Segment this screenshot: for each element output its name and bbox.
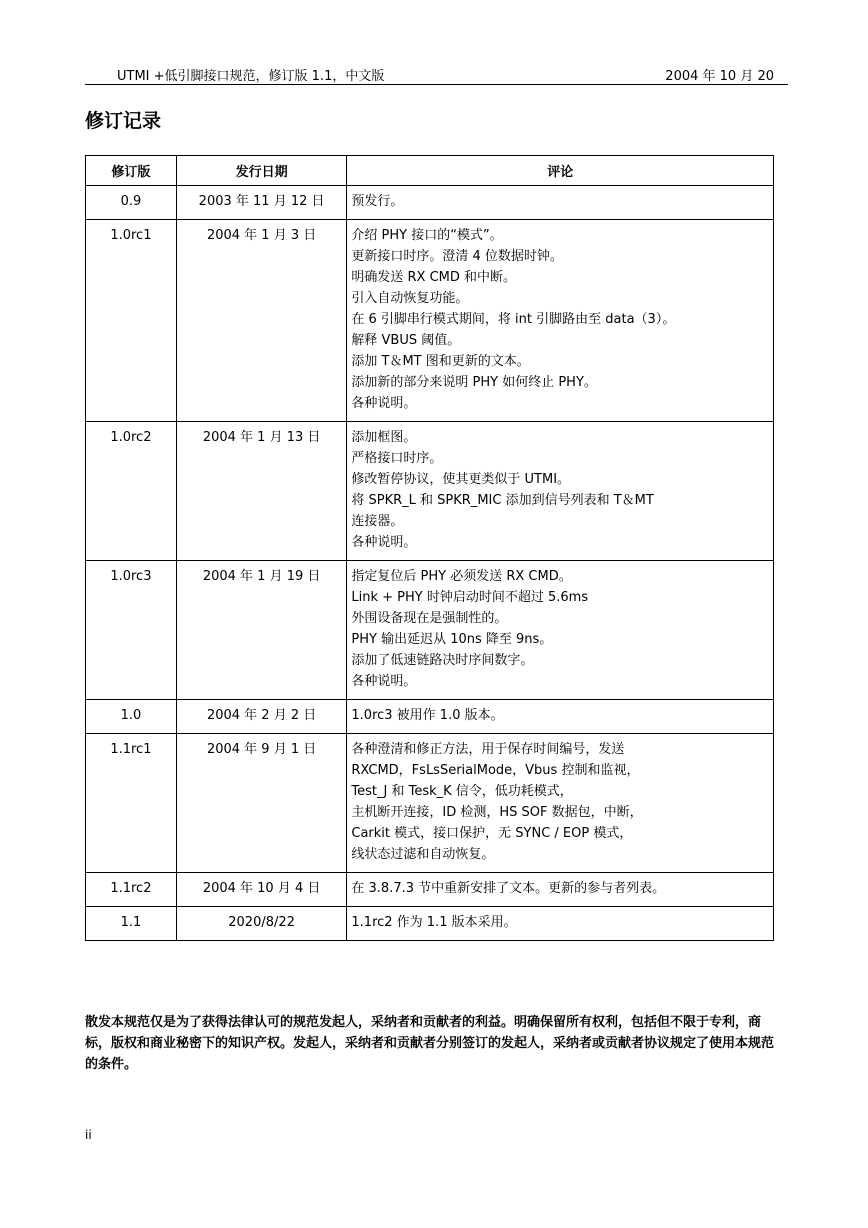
table-body (86, 186, 774, 941)
revision-cell: 1.0 (86, 700, 177, 734)
revision-cell: 1.1rc2 (86, 873, 177, 907)
comment-line: 1.1rc2 作为 1.1 版本采用。 (351, 915, 517, 930)
comment-line: 1.0rc3 被用作 1.0 版本。 (351, 708, 504, 723)
comment-line: 引入自动恢复功能。 (351, 291, 469, 306)
table-row (86, 220, 774, 422)
comment-line: 各种说明。 (351, 396, 417, 411)
page-title: 修订记录 (85, 110, 162, 132)
date-cell: 2004 年 1 月 19 日 (176, 561, 347, 700)
column-header-date: 发行日期 (176, 156, 347, 186)
comment-line: 更新接口时序。澄清 4 位数据时钟。 (351, 249, 563, 264)
comment-line: 各种澄清和修正方法，用于保存时间编号，发送 (351, 742, 625, 757)
comment-line: Link + PHY 时钟启动时间不超过 5.6ms (351, 590, 589, 605)
column-header-revision: 修订版 (86, 156, 177, 186)
comment-cell (347, 907, 774, 941)
comment-line: 介绍 PHY 接口的“模式”。 (351, 228, 503, 243)
table-row (86, 422, 774, 561)
comment-line: 指定复位后 PHY 必须发送 RX CMD。 (351, 569, 572, 584)
table-row (86, 700, 774, 734)
comment-line: 添加 T＆MT 图和更新的文本。 (351, 354, 530, 369)
table-row (86, 561, 774, 700)
distribution-notice: 散发本规范仅是为了获得法律认可的规范发起人，采纳者和贡献者的利益。明确保留所有权利，包括但不限于专利，商标，版权和商业秘密下的知识产权。发起人，采纳者和贡献者分别签订的发起人，采纳者或贡献者协议规定了使用本规范的条件。 (85, 1015, 775, 1072)
comment-line: 各种说明。 (351, 674, 417, 689)
table-row (86, 186, 774, 220)
comment-cell (347, 186, 774, 220)
table-row (86, 873, 774, 907)
comment-line: 各种说明。 (351, 535, 417, 550)
header-document-title: UTMI +低引脚接口规范，修订版 1.1，中文版 (117, 69, 385, 84)
comment-line: 外围设备现在是强制性的。 (351, 611, 508, 626)
comment-line: 添加了低速链路决时序间数字。 (351, 653, 534, 668)
comment-line: 添加新的部分来说明 PHY 如何终止 PHY。 (351, 375, 597, 390)
revision-cell: 1.0rc2 (86, 422, 177, 561)
comment-cell (347, 422, 774, 561)
table-header-row (86, 156, 774, 186)
comment-line: 修改暂停协议，使其更类似于 UTMI。 (351, 472, 571, 487)
date-cell: 2020/8/22 (176, 907, 347, 941)
comment-line: 线状态过滤和自动恢复。 (351, 847, 495, 862)
page-number: ii (85, 1128, 92, 1142)
comment-line: PHY 输出延迟从 10ns 降至 9ns。 (351, 632, 553, 647)
date-cell: 2004 年 2 月 2 日 (176, 700, 347, 734)
date-cell: 2004 年 10 月 4 日 (176, 873, 347, 907)
revision-history-table (85, 155, 774, 941)
comment-line: 连接器。 (351, 514, 404, 529)
comment-line: 将 SPKR_L 和 SPKR_MIC 添加到信号列表和 T＆MT (351, 493, 654, 508)
comment-line: 预发行。 (351, 194, 404, 209)
comment-line: Carkit 模式，接口保护，无 SYNC / EOP 模式， (351, 826, 633, 841)
revision-cell: 1.1rc1 (86, 734, 177, 873)
revision-cell: 1.1 (86, 907, 177, 941)
revision-cell: 1.0rc1 (86, 220, 177, 422)
comment-cell (347, 561, 774, 700)
comment-cell (347, 700, 774, 734)
date-cell: 2003 年 11 月 12 日 (176, 186, 347, 220)
date-cell: 2004 年 1 月 13 日 (176, 422, 347, 561)
page-header (85, 62, 788, 85)
comment-line: 解释 VBUS 阈值。 (351, 333, 461, 348)
comment-cell (347, 873, 774, 907)
comment-line: 主机断开连接，ID 检测，HS SOF 数据包，中断， (351, 805, 643, 820)
revision-cell: 0.9 (86, 186, 177, 220)
table-row (86, 734, 774, 873)
revision-cell: 1.0rc3 (86, 561, 177, 700)
comment-line: 在 3.8.7.3 节中重新安排了文本。更新的参与者列表。 (351, 881, 666, 896)
table-row (86, 907, 774, 941)
column-header-comments: 评论 (347, 156, 774, 186)
comment-line: Test_J 和 Tesk_K 信令，低功耗模式， (351, 784, 573, 799)
date-cell: 2004 年 1 月 3 日 (176, 220, 347, 422)
date-cell: 2004 年 9 月 1 日 (176, 734, 347, 873)
comment-line: RXCMD，FsLsSerialMode，Vbus 控制和监视， (351, 763, 640, 778)
comment-line: 严格接口时序。 (351, 451, 443, 466)
comment-line: 在 6 引脚串行模式期间，将 int 引脚路由至 data（3）。 (351, 312, 676, 327)
comment-cell (347, 220, 774, 422)
header-date: 2004 年 10 月 20 (665, 69, 774, 84)
comment-cell (347, 734, 774, 873)
comment-line: 添加框图。 (351, 430, 417, 445)
comment-line: 明确发送 RX CMD 和中断。 (351, 270, 517, 285)
